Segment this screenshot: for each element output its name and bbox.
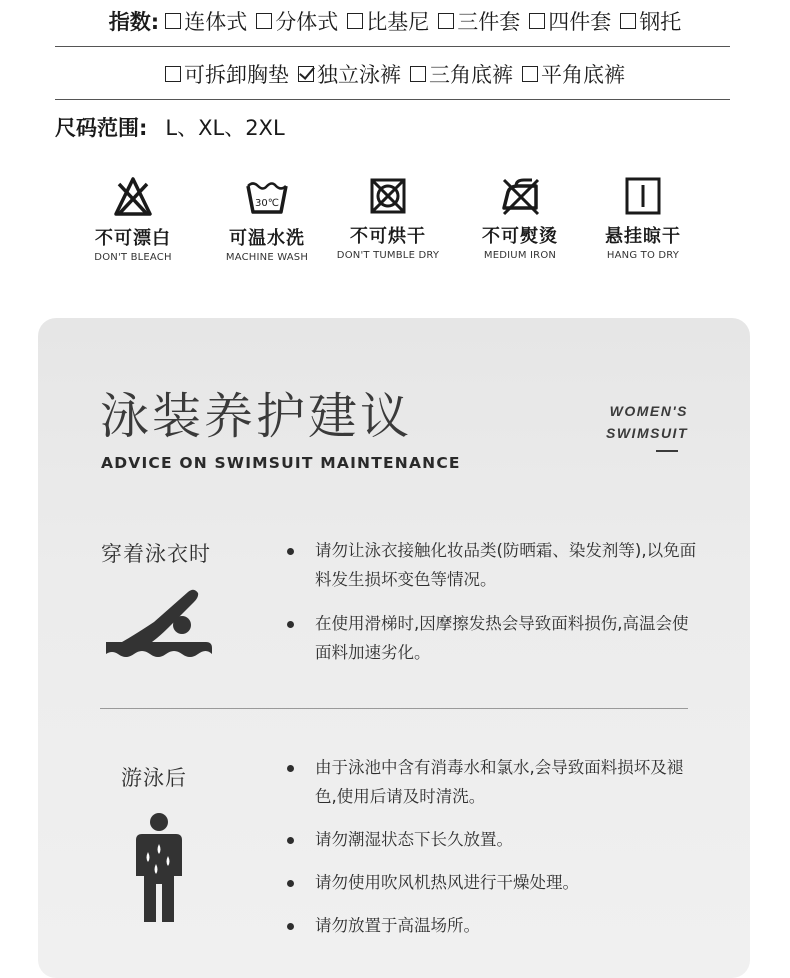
- divider-line: [55, 99, 730, 100]
- checkbox: [522, 66, 538, 82]
- bullet-list: [283, 753, 703, 940]
- advice-title: 泳装养护建议: [100, 388, 413, 445]
- option-label: 连体式: [184, 10, 248, 34]
- option-label: 独立泳裤: [317, 63, 401, 87]
- checkbox: [410, 66, 426, 82]
- care-item-tumble: [318, 176, 458, 261]
- hang-to-dry-icon: [623, 176, 663, 216]
- care-label-zh: 悬挂晾干: [605, 226, 681, 247]
- option-label: 可拆卸胸垫: [184, 63, 289, 87]
- option-one-piece: [165, 6, 247, 36]
- advice-bullet: 请勿使用吹风机热风进行干燥处理。: [283, 868, 703, 897]
- option-boyshort-briefs: [522, 59, 625, 89]
- size-values: L、XL、2XL: [165, 116, 285, 140]
- checkbox: [347, 13, 363, 29]
- care-label-zh: 不可烘干: [350, 226, 426, 247]
- option-label: 四件套: [548, 10, 612, 34]
- do-not-iron-icon: [498, 176, 542, 216]
- option-triangle-briefs: [410, 59, 513, 89]
- option-removable-pad: [165, 59, 289, 89]
- care-label-en: MACHINE WASH: [225, 252, 309, 263]
- advice-bullet: 请勿潮湿状态下长久放置。: [283, 825, 703, 854]
- size-label: 尺码范围:: [55, 116, 148, 140]
- advice-subtitle: ADVICE ON SWIMSUIT MAINTENANCE: [101, 454, 461, 472]
- style-label: 指数:: [108, 10, 160, 34]
- tag-line: WOMEN'S: [609, 403, 688, 419]
- checkbox-checked: [298, 66, 314, 82]
- option-separate-briefs: [298, 59, 401, 89]
- tag-line: SWIMSUIT: [606, 425, 688, 441]
- advice-bullet: 在使用滑梯时,因摩擦发热会导致面料损伤,高温会使面料加速劣化。: [283, 609, 703, 667]
- advice-card: [38, 318, 750, 978]
- swimmer-icon: [102, 588, 214, 666]
- bullet-list: [283, 536, 703, 667]
- section-heading: 游泳后: [121, 766, 187, 790]
- option-label: 分体式: [275, 10, 339, 34]
- advice-bullet: 请勿放置于高温场所。: [283, 911, 703, 940]
- care-label-zh: 可温水洗: [229, 228, 305, 249]
- checkbox: [165, 66, 181, 82]
- size-range: [55, 110, 790, 144]
- care-item-hang: [573, 176, 713, 261]
- care-label-en: DON'T TUMBLE DRY: [336, 250, 440, 261]
- care-label-en: HANG TO DRY: [606, 250, 680, 261]
- style-options-row-2: [0, 57, 790, 91]
- care-item-wash: [197, 176, 337, 263]
- tag-underline: [656, 450, 678, 452]
- option-label: 三角底裤: [429, 63, 513, 87]
- care-instructions: [60, 176, 720, 276]
- option-label: 钢托: [639, 10, 682, 34]
- checkbox: [165, 13, 181, 29]
- option-label: 比基尼: [366, 10, 430, 34]
- care-label-en: DON'T BLEACH: [94, 252, 172, 263]
- option-three-piece: [438, 6, 520, 36]
- checkbox: [620, 13, 636, 29]
- dripping-person-icon: [134, 812, 184, 924]
- care-item-iron: [450, 176, 590, 261]
- section-heading: 穿着泳衣时: [101, 542, 211, 566]
- option-label: 三件套: [457, 10, 521, 34]
- do-not-bleach-icon: [113, 176, 153, 218]
- section-divider: [100, 708, 688, 709]
- divider-line: [55, 46, 730, 47]
- care-label-zh: 不可漂白: [95, 228, 171, 249]
- do-not-tumble-dry-icon: [368, 176, 408, 216]
- style-options-row-1: [0, 4, 790, 38]
- option-label: 平角底裤: [541, 63, 625, 87]
- option-two-piece: [256, 6, 338, 36]
- advice-bullet: 由于泳池中含有消毒水和氯水,会导致面料损坏及褪色,使用后请及时清洗。: [283, 753, 703, 811]
- advice-bullet: 请勿让泳衣接触化妆品类(防晒霜、染发剂等),以免面料发生损坏变色等情况。: [283, 536, 703, 594]
- temperature-text: 30℃: [255, 198, 279, 209]
- option-underwire: [620, 6, 681, 36]
- care-label-en: MEDIUM IRON: [483, 250, 557, 261]
- option-bikini: [347, 6, 429, 36]
- care-item-bleach: [63, 176, 203, 263]
- checkbox: [529, 13, 545, 29]
- checkbox: [256, 13, 272, 29]
- machine-wash-30-icon: [244, 176, 290, 218]
- care-label-zh: 不可熨烫: [482, 226, 558, 247]
- womens-swimsuit-tag: [606, 400, 688, 444]
- checkbox: [438, 13, 454, 29]
- option-four-piece: [529, 6, 611, 36]
